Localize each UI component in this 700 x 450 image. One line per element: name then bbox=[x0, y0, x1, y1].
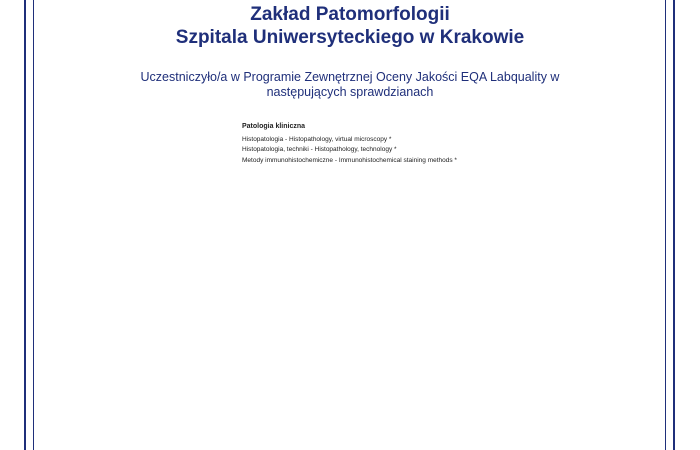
scheme-entry: Histopatologia, techniki - Histopathology, technology * bbox=[242, 146, 397, 153]
participation-statement: Uczestniczyło/a w Programie Zewnętrznej Oceny Jakości EQA Labquality w następujących sprawdzianach bbox=[140, 70, 560, 99]
scheme-entry: Histopatologia - Histopathology, virtual microscopy * bbox=[242, 135, 392, 143]
inner-border-frame bbox=[33, 0, 666, 450]
certificate-title-line2: Szpitala Uniwersyteckiego w Krakowie bbox=[175, 27, 525, 48]
scheme-entry: Metody immunohistochemiczne - Immunohistochemical staining methods * bbox=[242, 156, 457, 164]
scheme-section bbox=[242, 122, 642, 166]
certificate-title-line1: Zakład Patomorfologii bbox=[250, 4, 450, 25]
section-heading: Patologia kliniczna bbox=[242, 123, 306, 130]
